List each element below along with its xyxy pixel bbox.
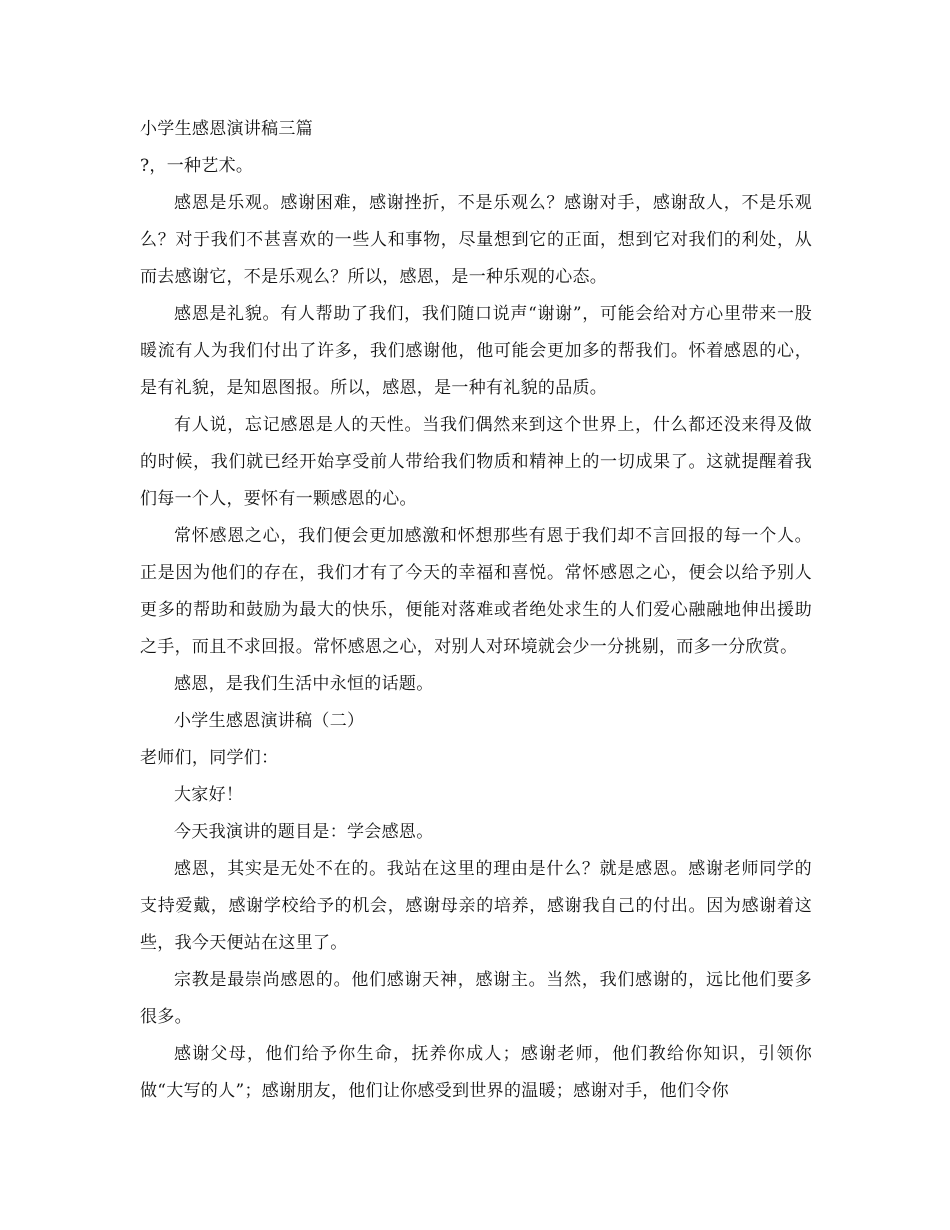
paragraph: 有人说，忘记感恩是人的天性。当我们偶然来到这个世界上，什么都还没来得及做的时候，我们就已经开始享受前人带给我们物质和精神上的一切成果了。这就提醒着我们每一个人，要怀有一颗感恩的心。 [140, 415, 812, 509]
paragraph: 感恩，是我们生活中永恒的话题。 [174, 674, 434, 694]
document-title: 小学生感恩演讲稿三篇 [140, 119, 313, 139]
paragraph: 常怀感恩之心，我们便会更加感激和怀想那些有恩于我们却不言回报的每一个人。正是因为他们的存在，我们才有了今天的幸福和喜悦。常怀感恩之心，便会以给予别人更多的帮助和鼓励为最大的快乐，便能对落难或者绝处求生的人们爱心融融地伸出援助之手，而且不求回报。常怀感恩之心，对别人对环境就会少一分挑剔，而多一分欣赏。 [140, 526, 812, 657]
paragraph: 感谢父母，他们给予你生命，抚养你成人；感谢老师，他们教给你知识，引领你做“大写的人”；感谢朋友，他们让你感受到世界的温暖；感谢对手，他们令你 [140, 1044, 812, 1101]
paragraph: 宗教是最崇尚感恩的。他们感谢天神，感谢主。当然，我们感谢的，远比他们要多很多。 [140, 970, 812, 1027]
paragraph: 今天我演讲的题目是：学会感恩。 [174, 822, 434, 842]
paragraph: 感恩是乐观。感谢困难，感谢挫折，不是乐观么？感谢对手，感谢敌人，不是乐观么？对于我们不甚喜欢的一些人和事物，尽量想到它的正面，想到它对我们的利处，从而去感谢它，不是乐观么？所以，感恩，是一种乐观的心态。 [140, 193, 812, 287]
section-heading: 小学生感恩演讲稿（二） [174, 711, 365, 731]
greeting: 大家好！ [174, 785, 244, 805]
salutation: 老师们，同学们： [140, 748, 279, 768]
document-body [140, 114, 812, 1110]
paragraph: 感恩是礼貌。有人帮助了我们，我们随口说声“谢谢”，可能会给对方心里带来一股暖流有人为我们付出了许多，我们感谢他，他可能会更加多的帮我们。怀着感恩的心，是有礼貌，是知恩图报。所以，感恩，是一种有礼貌的品质。 [140, 304, 812, 398]
paragraph: ?，一种艺术。 [140, 156, 254, 176]
paragraph: 感恩，其实是无处不在的。我站在这里的理由是什么？就是感恩。感谢老师同学的支持爱戴，感谢学校给予的机会，感谢母亲的培养，感谢我自己的付出。因为感谢着这些，我今天便站在这里了。 [140, 859, 812, 953]
